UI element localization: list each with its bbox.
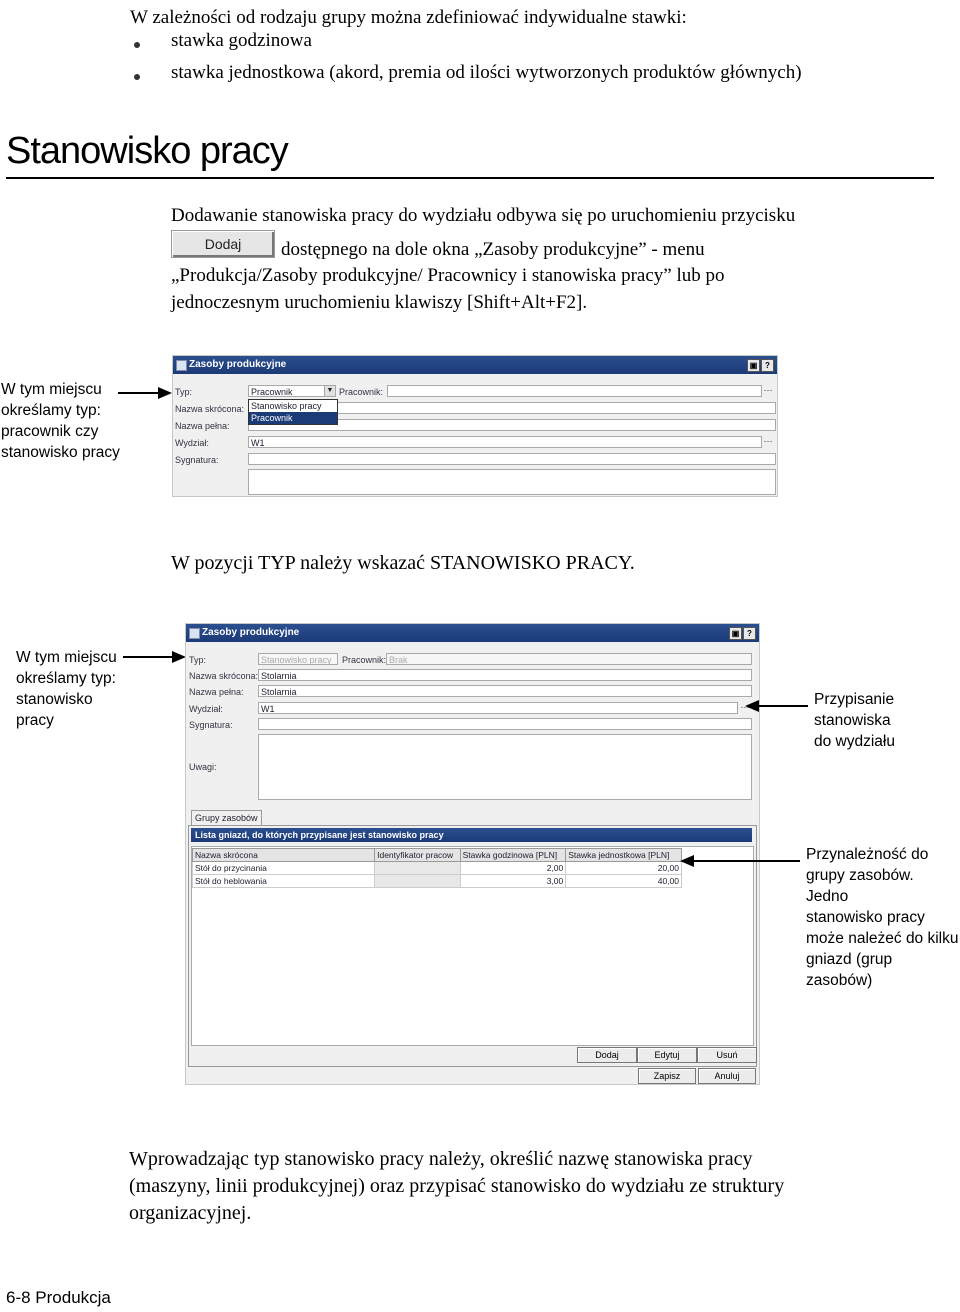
sygnatura-field[interactable] xyxy=(248,453,776,465)
ellipsis-button[interactable]: ··· xyxy=(763,385,773,395)
label-pracownik: Pracownik: xyxy=(339,387,384,397)
zapisz-button[interactable]: Zapisz xyxy=(638,1068,696,1084)
dropdown-option-selected[interactable]: Pracownik xyxy=(249,412,337,424)
section-heading: Stanowisko pracy xyxy=(6,130,288,172)
help-icon[interactable]: ? xyxy=(761,359,774,372)
typ-dropdown[interactable] xyxy=(248,399,338,425)
table-cell: Stół do przycinania xyxy=(193,862,375,875)
panel-title: Lista gniazd, do których przypisane jest stanowisko pracy xyxy=(191,828,752,842)
pracownik-field[interactable] xyxy=(387,385,762,397)
nazwa-skrocona-field[interactable]: Stolarnia xyxy=(258,669,752,681)
arrow-line xyxy=(118,392,163,394)
heading-rule xyxy=(6,177,934,179)
arrow-right-icon xyxy=(172,651,186,663)
label-nazwa-pelna: Nazwa pełna: xyxy=(189,687,244,697)
annotation-wydzial: Przypisanie stanowiska do wydziału xyxy=(814,691,895,750)
arrow-line xyxy=(756,705,808,707)
paragraph-type-hint: W pozycji TYP należy wskazać STANOWISKO PRACY. xyxy=(171,552,635,574)
ellipsis-button[interactable]: ··· xyxy=(740,702,750,712)
pracownik-field[interactable]: Brak xyxy=(386,653,752,665)
annotation-grupy: Przynależność do grupy zasobów. Jedno stanowisko pracy może należeć do kilku gniazd (grup zasobów) xyxy=(806,846,959,989)
label-wydzial: Wydział: xyxy=(189,704,223,714)
label-uwagi: Uwagi: xyxy=(189,762,217,772)
window-app-icon xyxy=(189,628,200,639)
tab-panel xyxy=(188,825,757,1067)
label-sygnatura: Sygnatura: xyxy=(175,455,219,465)
table-cell: 2,00 xyxy=(460,862,566,875)
column-header[interactable]: Stawka godzinowa [PLN] xyxy=(460,849,566,862)
paragraph-line: Dodawanie stanowiska pracy do wydziału odbywa się po uruchomieniu przycisku xyxy=(171,205,796,226)
paragraph-line: (maszyny, linii produkcyjnej) oraz przypisać stanowisko do wydziału ze struktury xyxy=(129,1175,785,1197)
label-sygnatura: Sygnatura: xyxy=(189,720,233,730)
paragraph-line: jednoczesnym uruchomieniu klawiszy [Shift+Alt+F2]. xyxy=(171,292,588,313)
uwagi-field[interactable] xyxy=(258,734,752,800)
sygnatura-field[interactable] xyxy=(258,718,752,730)
bullet-item: stawka godzinowa xyxy=(171,30,312,51)
paragraph-line: organizacyjnej. xyxy=(129,1202,252,1224)
label-pracownik: Pracownik: xyxy=(342,655,387,665)
typ-select[interactable]: Stanowisko pracy xyxy=(258,653,338,665)
window-title: Zasoby produkcyjne xyxy=(202,627,300,638)
label-wydzial: Wydział: xyxy=(175,438,209,448)
table-cell: Stół do heblowania xyxy=(193,875,375,888)
window-titlebar xyxy=(173,356,777,374)
wydzial-field[interactable]: W1 xyxy=(258,702,738,714)
dodaj-button-image: Dodaj xyxy=(171,230,275,258)
label-typ: Typ: xyxy=(189,655,207,665)
restore-icon[interactable]: ▣ xyxy=(729,627,742,640)
dodaj-button[interactable]: Dodaj xyxy=(577,1047,637,1063)
ellipsis-button[interactable]: ··· xyxy=(763,436,773,446)
table-header-row xyxy=(193,849,682,862)
label-nazwa-pelna: Nazwa pełna: xyxy=(175,421,230,431)
window-title: Zasoby produkcyjne xyxy=(189,359,287,370)
paragraph-line: „Produkcja/Zasoby produkcyjne/ Pracownicy i stanowiska pracy” lub po xyxy=(171,265,725,286)
label-nazwa-skrocona: Nazwa skrócona: xyxy=(189,671,259,681)
table-cell: 40,00 xyxy=(566,875,682,888)
usun-button[interactable]: Usuń xyxy=(697,1047,757,1063)
arrow-line xyxy=(692,860,800,862)
wydzial-field[interactable]: W1 xyxy=(248,436,762,448)
column-header[interactable]: Nazwa skrócona xyxy=(193,849,375,862)
annotation-type-2: W tym miejscu określamy typ: stanowisko pracy xyxy=(16,649,117,729)
arrow-line xyxy=(123,656,175,658)
restore-icon[interactable]: ▣ xyxy=(747,359,760,372)
window-app-icon xyxy=(176,360,187,371)
label-typ: Typ: xyxy=(175,387,193,397)
bullet-icon xyxy=(134,42,140,48)
page-footer: 6-8 Produkcja xyxy=(6,1288,111,1307)
help-icon[interactable]: ? xyxy=(743,627,756,640)
intro-text: W zależności od rodzaju grupy można zdefiniować indywidualne stawki: xyxy=(130,7,687,28)
typ-select[interactable]: Pracownik xyxy=(248,385,336,397)
column-header[interactable]: Stawka jednostkowa [PLN] xyxy=(566,849,682,862)
column-header[interactable]: Identyfikator pracow xyxy=(375,849,461,862)
dropdown-option[interactable]: Stanowisko pracy xyxy=(251,401,322,411)
resource-groups-table xyxy=(192,848,682,888)
edytuj-button[interactable]: Edytuj xyxy=(637,1047,697,1063)
bullet-icon xyxy=(134,74,140,80)
window-titlebar xyxy=(186,624,759,642)
table-cell: 20,00 xyxy=(566,862,682,875)
table-row[interactable] xyxy=(193,875,682,888)
table-row[interactable] xyxy=(193,862,682,875)
table-cell xyxy=(375,875,461,888)
nazwa-pelna-field[interactable]: Stolarnia xyxy=(258,685,752,697)
arrow-right-icon xyxy=(158,387,172,399)
bullet-item: stawka jednostkowa (akord, premia od ilości wytworzonych produktów głównych) xyxy=(171,62,802,83)
annotation-type: W tym miejscu określamy typ: pracownik czy stanowisko pracy xyxy=(1,381,120,461)
table-cell: 3,00 xyxy=(460,875,566,888)
paragraph-line: Wprowadzając typ stanowisko pracy należy, określić nazwę stanowiska pracy xyxy=(129,1148,753,1170)
uwagi-field[interactable] xyxy=(248,469,776,495)
table-cell xyxy=(375,862,461,875)
window-zasoby-1 xyxy=(172,355,778,497)
paragraph-line: dostępnego na dole okna „Zasoby produkcyjne” - menu xyxy=(281,239,705,260)
window-zasoby-2 xyxy=(185,623,760,1085)
tab-grupy-zasobow[interactable]: Grupy zasobów xyxy=(191,810,262,825)
label-nazwa-skrocona: Nazwa skrócona: xyxy=(175,404,245,414)
anuluj-button[interactable]: Anuluj xyxy=(698,1068,756,1084)
chevron-down-icon[interactable]: ▼ xyxy=(324,386,335,396)
